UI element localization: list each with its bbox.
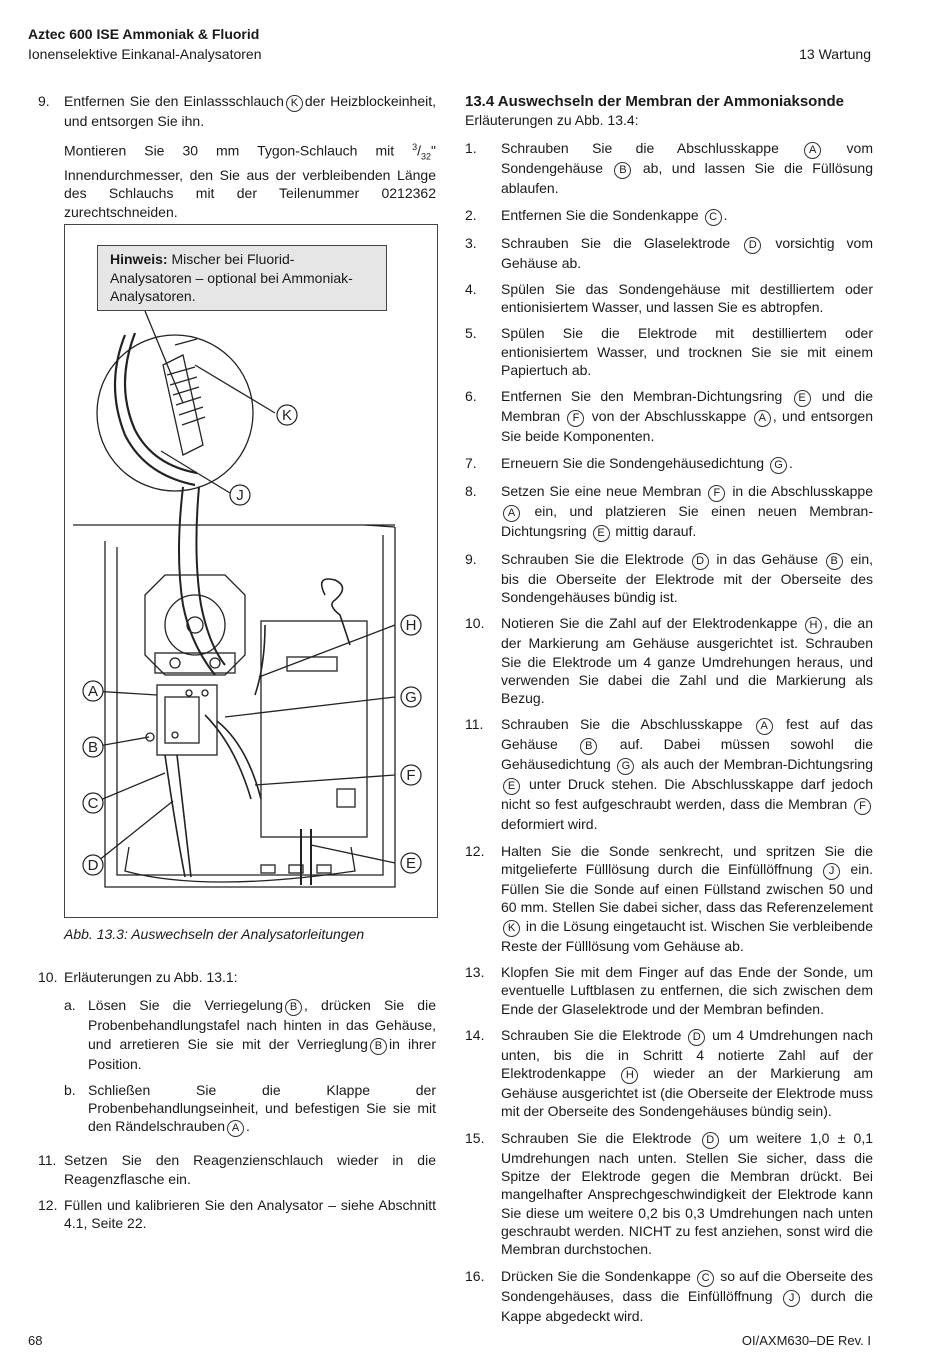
part-label-circle: J [783,1290,800,1307]
step-10: 10. Erläuterungen zu Abb. 13.1: [38,969,238,985]
step-number: 8. [465,482,477,499]
part-label-circle: F [854,798,871,815]
step-text: auf. Dabei müssen sowohl die Gehäusedichtung [501,736,873,773]
section-subtitle: Erläuterungen zu Abb. 13.4: [465,112,639,128]
page-number: 68 [28,1333,43,1348]
step-number: 1. [465,140,477,157]
step-text: , die an der Markierung am Gehäuse ausgerichtet ist. Schrauben Sie die Elektrode um 4 ganze Umdrehungen heraus, und verwenden Sie dabei die Zahl und die Markierung als Bezug. [501,615,873,707]
step-text: Notieren Sie die Zahl auf der Elektrodenkappe [501,615,803,632]
right-column [465,92,873,1333]
procedure-step [465,280,873,317]
step-number: 3. [465,234,477,251]
step-number: 15. [465,1129,485,1146]
step-10b: b. Schließen Sie die Klappe der Probenbehandlungseinheit, und befestigen Sie sie mit den Rändelschrauben A . [38,1081,436,1138]
step-text: Erneuern Sie die Sondengehäusedichtung [501,454,768,471]
note-box: Hinweis: Mischer bei Fluorid-Analysatoren – optional bei Ammoniak-Analysatoren. [97,245,387,311]
step-text: fest auf das Gehäuse [501,716,873,753]
step-text: Spülen Sie die Elektrode mit destilliertem oder entionisiertem Wasser, und trocknen Sie sie mit einem Papiertuch ab. [501,325,873,379]
procedure-step [465,482,873,542]
step-number: 4. [465,280,477,297]
step-text: wieder an der Markierung am Gehäuse ausgerichtet ist (die Oberseite der Elektrode muss mit der Oberseite des Sondengehäuses bündig sein). [501,1065,873,1120]
step-text: Schrauben Sie die Elektrode [501,1026,687,1043]
part-label-circle: D [744,237,761,254]
step-number: 5. [465,325,477,342]
fig-label-j: J [236,487,244,504]
step-text: vom Sondengehäuse [501,140,873,177]
step-text: Entfernen Sie die Sondenkappe [501,206,703,223]
procedure-step [465,1267,873,1325]
procedure-step [465,139,873,197]
part-label-circle: J [823,863,840,880]
step-text: Schrauben Sie die Glaselektrode [501,234,743,251]
step-text: von der Abschlusskappe [586,408,752,425]
step-text: ein, bis die Oberseite der Elektrode mit der Oberseite des Sondengehäuses bündig ist. [501,550,873,605]
part-label-circle: E [794,390,811,407]
procedure-step [465,454,873,474]
part-label-circle: D [688,1029,705,1046]
part-label-circle: K [503,920,520,937]
part-label-circle: E [593,525,610,542]
step-text: Klopfen Sie mit dem Finger auf das Ende der Sonde, um eventuelle Luftblasen zu entfernen, die sich zwischen dem Ende der Glaselektrode und der Membran befinden. [501,963,873,1017]
step-text: Schrauben Sie die Abschlusskappe [501,716,754,733]
fig-label-b: B [87,739,99,756]
fig-label-c: C [87,795,99,812]
step-text: durch die Kappe abgedeckt wird. [501,1287,874,1324]
step-text: Schrauben Sie die Elektrode [501,550,690,567]
part-label-circle: C [705,209,722,226]
procedure-step [465,1129,873,1259]
header-subtitle: Ionenselektive Einkanal-Analysatoren [28,46,262,62]
part-label-circle: A [503,505,520,522]
step-text: um 4 Umdrehungen nach unten, bis die in Schritt 4 notierte Zahl auf der Elektrodenkappe [501,1026,873,1082]
step-text: Spülen Sie das Sondengehäuse mit destilliertem oder entionisiertem Wasser, und lassen Sie es abtropfen. [501,280,873,316]
fig-label-h: H [405,617,417,634]
fig-label-a: A [87,683,99,700]
step-text: deformiert wird. [501,816,598,833]
part-label-circle: H [805,617,822,634]
step-text: Drücken Sie die Sondenkappe [501,1267,696,1284]
step-text: , und entsorgen Sie beide Komponenten. [501,408,874,445]
procedure-step [465,206,873,226]
step-text: Schrauben Sie die Abschlusskappe [501,140,803,157]
step-text: als auch der Membran-Dichtungsring [636,756,873,773]
analyzer-diagram [65,225,437,917]
step-9-paragraph: Montieren Sie 30 mm Tygon-Schlauch mit $^3/_{32}$" Innendurchmesser, den Sie aus der verbleibenden Länge des Schlauchs mit der Teilenummer 0212362 zurechtschneiden. [64,142,436,220]
step-number: 7. [465,454,477,471]
procedure-step [465,963,873,1018]
step-text: unter Druck stehen. Die Abschlusskappe darf jedoch nicht so fest aufgeschraubt werden, dass die Membran [501,776,873,813]
section-title: 13.4 Auswechseln der Membran der Ammoniaksonde [465,93,845,110]
part-label-circle: B [614,162,631,179]
part-label-circle: B [580,738,597,755]
step-text: in die Lösung eingetaucht ist. Wischen Sie verbleibende Reste der Fülllösung vom Gehäuse ab. [501,917,873,954]
left-column [38,92,436,235]
step-text: . [788,454,793,471]
step-number: 10. [465,615,485,632]
step-number: 13. [465,963,485,980]
step-text: ein, und platzieren Sie einen neuen Membran-Dichtungsring [501,502,873,539]
document-id: OI/AXM630–DE Rev. I [741,1333,871,1348]
step-text: . [723,206,728,223]
fig-label-k: K [281,407,293,424]
part-label-circle: A [756,718,773,735]
procedure-step [465,234,873,272]
step-text: Setzen Sie eine neue Membran [501,482,707,499]
step-number: 12. [465,842,485,859]
part-label-circle: B [826,553,843,570]
step-text: Entfernen Sie den Membran-Dichtungsring [501,388,792,405]
procedure-step [465,1026,873,1121]
header-title: Aztec 600 ISE Ammoniak & Fluorid [28,26,260,42]
step-number: 16. [465,1267,485,1284]
step-9: 9. Entfernen Sie den Einlassschlauch K der Heizblockeinheit, und entsorgen Sie ihn. [38,93,437,129]
part-label-circle: A [754,410,771,427]
step-text: mittig darauf. [611,522,697,539]
step-text: Halten Sie die Sonde senkrecht, und spritzen Sie die mitgelieferte Fülllösung durch die Einfüllöffnung [501,842,873,878]
step-text: um weitere 1,0 ± 0,1 Umdrehungen nach unten. Stellen Sie sicher, dass die Spitze der Elektrode gegen die Membran drückt. Bei mangelhafter Ansprechgeschwindigkeit der Elektrode kann Sie diese um weitere 0,2 bis 0,3 Umdrehungen nach unten geschraubt werden. NICHT zu fest anziehen, sonst wird die Membran durchstochen. [501,1129,873,1258]
step-text: ab, und lassen Sie die Füllösung ablaufen. [501,160,874,197]
fig-label-e: E [405,855,417,872]
header-section: 13 Wartung [799,46,871,62]
step-text: und die Membran [501,388,873,425]
step-number: 11. [465,716,484,733]
procedure-step [465,842,873,955]
part-label-circle: E [503,778,520,795]
step-text: ein. Füllen Sie die Sonde auf einen Füllstand zwischen 50 und 60 mm. Stellen Sie dabei sicher, dass das Referenzelement [501,861,873,916]
left-column-lower [38,968,436,1241]
fig-label-f: F [406,767,416,784]
procedure-step [465,614,873,707]
procedure-list [465,139,873,1325]
part-label-circle: G [617,758,634,775]
part-label-circle: F [708,485,725,502]
label-k-circle: K [286,95,303,112]
step-text: vorsichtig vom Gehäuse ab. [501,234,873,271]
step-11: 11. Setzen Sie den Reagenzienschlauch wieder in die Reagenzflasche ein. [38,1152,436,1187]
part-label-circle: G [770,457,787,474]
step-number: 6. [465,388,477,405]
part-label-circle: A [804,142,821,159]
procedure-step [465,324,873,379]
part-label-circle: H [621,1067,638,1084]
step-number: 14. [465,1026,485,1043]
figure-13-3 [64,224,438,918]
step-text: Schrauben Sie die Elektrode [501,1129,700,1146]
step-10a: a. Lösen Sie die Verriegelung B , drücken Sie die Probenbehandlungstafel nach hinten in das Gehäuse, und arretieren Sie sie mit der Verrieglung B in ihrer Position. [64,997,437,1072]
step-number: 2. [465,206,477,223]
procedure-step [465,550,873,607]
part-label-circle: F [567,410,584,427]
step-12: 12. Füllen und kalibrieren Sie den Analysator – siehe Abschnitt 4.1, Seite 22. [38,1197,436,1232]
step-text: so auf die Oberseite des Sondengehäuses, dass die Einfüllöffnung [501,1267,873,1304]
fig-label-d: D [87,857,99,874]
part-label-circle: C [697,1270,714,1287]
step-text: in die Abschlusskappe [727,482,873,499]
procedure-step [465,715,873,833]
part-label-circle: D [692,553,709,570]
figure-caption: Abb. 13.3: Auswechseln der Analysatorleitungen [64,926,365,942]
step-number: 9. [465,550,477,567]
fig-label-g: G [405,689,417,706]
procedure-step [465,387,873,445]
step-text: in das Gehäuse [710,550,824,567]
part-label-circle: D [702,1132,719,1149]
